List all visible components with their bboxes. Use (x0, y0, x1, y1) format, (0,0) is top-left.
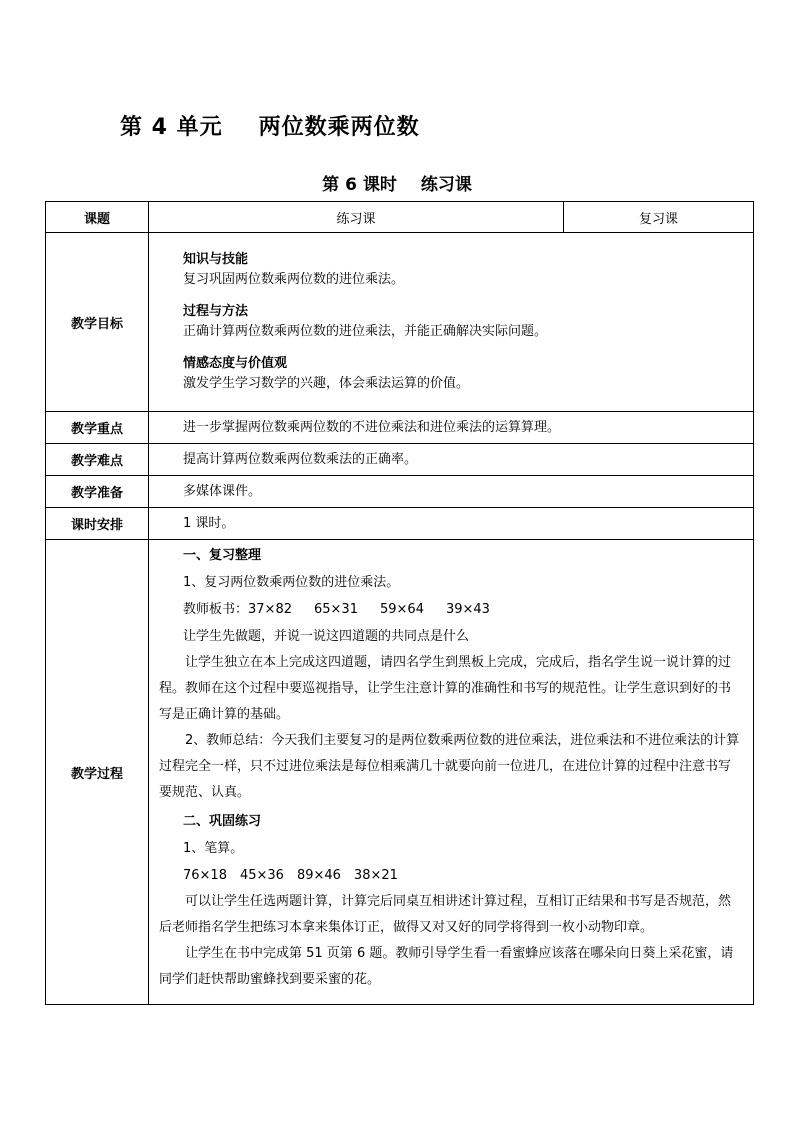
goals-label: 教学目标 (46, 233, 149, 412)
goal-heading: 过程与方法 (183, 304, 249, 319)
process-cell (149, 540, 754, 1005)
board-line (183, 596, 743, 623)
board-problem: 39×43 (445, 602, 490, 617)
process-label: 教学过程 (46, 540, 149, 1005)
prep-label: 教学准备 (46, 476, 149, 508)
prep-row (46, 476, 754, 508)
board-problem: 59×64 (379, 602, 424, 617)
board-label: 教师板书： (183, 602, 249, 617)
paragraph: 让学生先做题，并说一说这四道题的共同点是什么 (183, 629, 470, 644)
item-text: 1、复习两位数乘两位数的进位乘法。 (183, 575, 400, 590)
goals-cell (149, 233, 754, 412)
prep-text: 多媒体课件。 (183, 484, 262, 499)
goals-row (46, 233, 754, 412)
unit-number: 第 4 单元 (120, 115, 223, 140)
goal-text: 复习巩固两位数乘两位数的进位乘法。 (183, 272, 405, 287)
unit-title (120, 110, 420, 141)
item-text: 1、笔算。 (183, 841, 244, 856)
key-row (46, 412, 754, 444)
goal-heading: 情感态度与价值观 (183, 356, 288, 371)
paragraph: 让学生独立在本上完成这四道题，请四名学生到黑板上完成，完成后，指名学生说一说计算的过程。教师在这个过程中要巡视指导，让学生注意计算的准确性和书写的规范性。让学生意识到好的书写是正确计算的基础。 (159, 655, 732, 722)
topic-type: 复习课 (564, 202, 754, 233)
lesson-name: 练习课 (420, 175, 472, 195)
exercise-list: 76×18 45×36 89×46 38×21 (183, 868, 398, 883)
time-text: 1 课时。 (183, 516, 235, 531)
section-heading: 二、巩固练习 (183, 814, 262, 829)
unit-name: 两位数乘两位数 (258, 115, 420, 140)
key-label: 教学重点 (46, 412, 149, 444)
key-text: 进一步掌握两位数乘两位数的不进位乘法和进位乘法的运算算理。 (183, 420, 561, 435)
paragraph: 2、教师总结：今天我们主要复习的是两位数乘两位数的进位乘法，进位乘法和不进位乘法的计算过程完全一样，只不过进位乘法是每位相乘满几十就要向前一位进几，在进位计算的过程中注意书写要规范、认真。 (159, 733, 740, 800)
goal-text: 正确计算两位数乘两位数的进位乘法，并能正确解决实际问题。 (183, 324, 548, 339)
lesson-number: 第 6 课时 (322, 175, 397, 195)
topic-row (46, 202, 754, 233)
lesson-title (0, 170, 794, 195)
topic-label: 课题 (46, 202, 149, 233)
difficulty-label: 教学难点 (46, 444, 149, 476)
process-row (46, 540, 754, 1005)
topic-value: 练习课 (149, 202, 564, 233)
goal-heading: 知识与技能 (183, 252, 249, 267)
paragraph: 可以让学生任选两题计算，计算完后同桌互相讲述计算过程，互相订正结果和书写是否规范，然后老师指名学生把练习本拿来集体订正，做得又对又好的同学将得到一枚小动物印章。 (159, 894, 732, 935)
difficulty-row (46, 444, 754, 476)
section-heading: 一、复习整理 (183, 548, 262, 563)
difficulty-text: 提高计算两位数乘两位数乘法的正确率。 (183, 452, 418, 467)
paragraph: 让学生在书中完成第 51 页第 6 题。教师引导学生看一看蜜蜂应该落在哪朵向日葵上采花蜜，请同学们赶快帮助蜜蜂找到要采蜜的花。 (159, 946, 734, 987)
lesson-plan-table (45, 201, 754, 1005)
goal-text: 激发学生学习数学的兴趣，体会乘法运算的价值。 (183, 376, 470, 391)
time-label: 课时安排 (46, 508, 149, 540)
board-problem: 37×82 (248, 602, 292, 617)
time-row (46, 508, 754, 540)
board-problem: 65×31 (314, 602, 358, 617)
